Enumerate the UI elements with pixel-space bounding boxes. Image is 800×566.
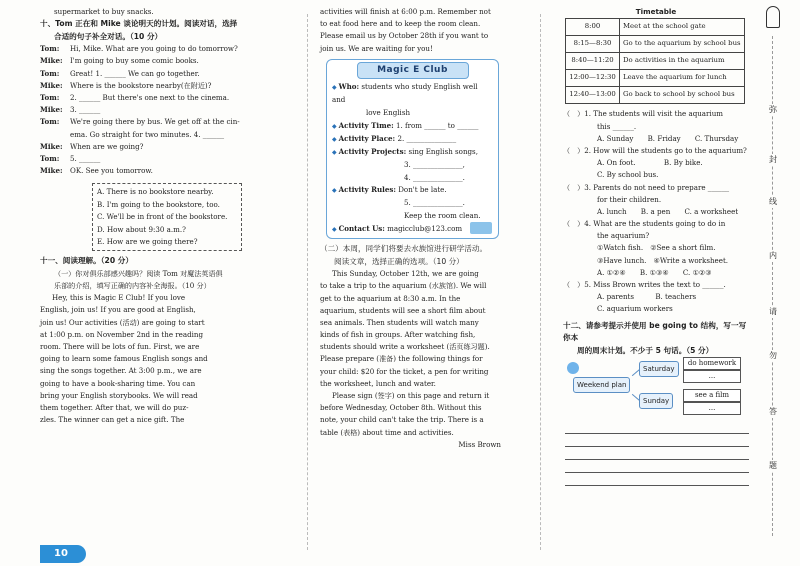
question-text-2: for their children. bbox=[597, 194, 662, 204]
line-text: Hi, Mike. What are you going to do tomorrow? bbox=[70, 44, 238, 54]
passage-line: at 1:00 p.m. on November 2nd in the reading bbox=[40, 329, 204, 339]
speaker: Mike: bbox=[40, 80, 63, 90]
passage-line: them together. After that, we will do puz- bbox=[40, 402, 189, 412]
dialogue-line bbox=[40, 141, 295, 153]
section-12-title bbox=[563, 320, 749, 358]
projects-blank-4[interactable]: 4. ______________. bbox=[404, 172, 465, 182]
section-10-title-line1: 十、Tom 正在和 Mike 谈论明天的计划。阅读对话，选择 bbox=[40, 19, 238, 29]
timetable bbox=[565, 18, 745, 104]
question-options: A. Sunday B. Friday C. Thursday bbox=[597, 133, 739, 143]
passage-line: kinds of fish in groups. After watching fish, bbox=[320, 330, 476, 340]
speaker: Tom: bbox=[40, 92, 60, 102]
seal-char: 勿 bbox=[765, 350, 781, 362]
saturday-item-1: do homework bbox=[683, 357, 741, 370]
passage-2 bbox=[320, 268, 503, 439]
passage-line: Please sign (签字) on this page and return it bbox=[332, 391, 490, 400]
sunday-item-2[interactable]: ... bbox=[683, 402, 741, 415]
right-column bbox=[563, 6, 749, 486]
seal-char: 题 bbox=[765, 460, 781, 472]
speaker: Mike: bbox=[40, 166, 63, 176]
timetable-title: Timetable bbox=[635, 7, 677, 16]
line-text: 3. ______ bbox=[70, 105, 101, 115]
timetable-time: 8:40—11:20 bbox=[566, 53, 620, 70]
passage-line: sing the songs together. At 3:00 p.m., we are bbox=[40, 366, 202, 376]
speaker: Mike: bbox=[40, 105, 63, 115]
timetable-time: 12:00—12:30 bbox=[566, 70, 620, 87]
passage-line: aquarium, students will see a short film about bbox=[320, 305, 486, 315]
rules-label: Activity Rules: bbox=[338, 185, 396, 195]
diamond-icon: ◆ bbox=[332, 122, 337, 130]
passage-line: your child: $20 for the ticket, a pen for writing bbox=[320, 366, 489, 376]
left-column bbox=[40, 6, 295, 426]
option: A. There is no bookstore nearby. bbox=[97, 187, 214, 197]
question-text: （ ）2. How will the students go to the aquarium? bbox=[563, 145, 747, 155]
signature: Miss Brown bbox=[458, 439, 501, 449]
question-text: （ ）1. The students will visit the aquarium bbox=[563, 109, 723, 119]
passage-line: table (表格) about time and activities. bbox=[320, 427, 454, 437]
question-options: C. By school bus. bbox=[597, 170, 659, 180]
contact-label: Contact Us: bbox=[338, 224, 385, 234]
timetable-row bbox=[566, 53, 745, 70]
timetable-row bbox=[566, 19, 745, 36]
passage-line: going to learn some famous English songs and bbox=[40, 354, 208, 364]
mind-map bbox=[563, 359, 749, 413]
question[interactable] bbox=[563, 145, 749, 182]
seal-char: 内 bbox=[765, 250, 781, 262]
seal-char: 答 bbox=[765, 406, 781, 418]
question-options: ③Have lunch. ④Write a worksheet. bbox=[597, 255, 729, 265]
part-2-title bbox=[320, 243, 503, 268]
mind-center: Weekend plan bbox=[573, 377, 630, 393]
projects-blank-3[interactable]: 3. ______________, bbox=[404, 159, 465, 169]
part-1-title-line2: 乐部的介绍，填写正确的内容补全海报。（10 分） bbox=[54, 281, 211, 291]
speaker: Tom: bbox=[40, 153, 60, 163]
dialogue-line bbox=[40, 116, 295, 128]
option: B. I'm going to the bookstore, too. bbox=[97, 199, 220, 209]
dialogue-line bbox=[40, 55, 295, 67]
line-text: When are we going? bbox=[70, 141, 144, 151]
passage-line: Please email us by October 28th if you want to bbox=[320, 31, 489, 41]
diamond-icon: ◆ bbox=[332, 226, 337, 234]
mind-sunday: Sunday bbox=[639, 393, 673, 409]
poster-contact bbox=[332, 223, 493, 236]
passage-line: before Wednesday, October 8th. Without this bbox=[320, 403, 482, 413]
line-text: I'm going to buy some comic books. bbox=[70, 56, 199, 66]
writing-line[interactable] bbox=[565, 460, 749, 473]
timetable-activity: Leave the aquarium for lunch bbox=[620, 70, 745, 87]
timetable-row bbox=[566, 36, 745, 53]
contact-email: magicclub@123.com bbox=[387, 224, 463, 234]
projects-label: Activity Projects: bbox=[338, 146, 407, 156]
passage-1 bbox=[40, 292, 295, 426]
club-banner: Magic E Club bbox=[357, 62, 469, 79]
top-line: supermarket to buy snacks. bbox=[54, 7, 154, 16]
timetable-time: 8:15—8:30 bbox=[566, 36, 620, 53]
writing-line[interactable] bbox=[565, 473, 749, 486]
section-10-title bbox=[40, 18, 295, 43]
line-text: 5. ______ bbox=[70, 153, 101, 163]
question-text-2: the aquarium? bbox=[597, 231, 650, 241]
question-options: A. parents B. teachers bbox=[597, 292, 697, 302]
section-12-title-line2: 周的周末计划。不少于 5 句话。（5 分） bbox=[577, 345, 714, 355]
dialogue-line bbox=[40, 92, 295, 104]
seal-char: 线 bbox=[765, 196, 781, 208]
part-1-title-line1: （一）你对俱乐部感兴趣吗？阅读 Tom 对魔法英语俱 bbox=[54, 268, 223, 278]
question-text: （ ）4. What are the students going to do in bbox=[563, 219, 726, 229]
passage-line: This Sunday, October 12th, we are going bbox=[332, 269, 479, 279]
passage-line: room. There will be lots of fun. First, we are bbox=[40, 341, 200, 351]
option: D. How about 9:30 a.m.? bbox=[97, 224, 186, 234]
diamond-icon: ◆ bbox=[332, 135, 337, 143]
diamond-icon: ◆ bbox=[332, 187, 337, 195]
diamond-icon: ◆ bbox=[332, 148, 337, 156]
poster-time bbox=[332, 120, 493, 133]
time-label: Activity Time: bbox=[338, 120, 394, 130]
passage-line: sea animals. Then students will watch many bbox=[320, 317, 479, 327]
dialogue-line bbox=[40, 129, 295, 141]
line-text: 2. ______ But there's one next to the cinema. bbox=[70, 92, 230, 102]
option: E. How are we going there? bbox=[97, 236, 198, 246]
who-label: Who: bbox=[338, 82, 360, 92]
question-options: A. lunch B. a pen C. a worksheet bbox=[597, 206, 739, 216]
time-blank[interactable]: 1. from ______ to ______ bbox=[395, 120, 479, 130]
line-text: We're going there by bus. We get off at the cin- bbox=[70, 117, 240, 127]
timetable-time: 12:40—13:00 bbox=[566, 87, 620, 104]
dialogue-line bbox=[40, 68, 295, 80]
question[interactable] bbox=[563, 108, 749, 145]
part-2-title-line1: （二）本周，同学们将要去水族馆进行研学活动。 bbox=[320, 244, 488, 254]
seal-strip bbox=[760, 0, 786, 566]
passage-line: Please prepare (准备) the following things for bbox=[320, 354, 483, 364]
passage-line: note, your child can't take the trip. There is a bbox=[320, 415, 484, 425]
sunday-item-1: see a film bbox=[683, 389, 741, 402]
seal-char: 封 bbox=[765, 154, 781, 166]
seal-char: 弥 bbox=[765, 104, 781, 116]
place-label: Activity Place: bbox=[338, 133, 396, 143]
speaker: Mike: bbox=[40, 141, 63, 151]
question[interactable] bbox=[563, 182, 749, 219]
projects-text: sing English songs, bbox=[408, 146, 478, 156]
book-icon bbox=[470, 222, 492, 234]
saturday-item-2[interactable]: ... bbox=[683, 370, 741, 383]
timetable-row bbox=[566, 87, 745, 104]
rules-blank-5[interactable]: 5. ______________. bbox=[404, 198, 465, 208]
passage-line: activities will finish at 6:00 p.m. Remember not bbox=[320, 7, 491, 16]
passage-line: to take a trip to the aquarium (水族馆). We will bbox=[320, 281, 487, 291]
column-divider bbox=[307, 14, 308, 550]
poster-projects bbox=[332, 146, 493, 159]
passage-line: going to have a book-sharing time. You can bbox=[40, 378, 196, 388]
timetable-activity: Go back to school by school bus bbox=[620, 87, 745, 104]
timetable-activity: Meet at the school gate bbox=[620, 19, 745, 36]
dialogue bbox=[40, 43, 295, 177]
line-text: Great! 1. ______ We can go together. bbox=[70, 68, 200, 78]
rules-text-clean: Keep the room clean. bbox=[404, 211, 481, 221]
sun-icon bbox=[567, 362, 579, 374]
passage-line: to eat food here and to keep the room clean. bbox=[320, 19, 481, 29]
part-1-title bbox=[40, 268, 295, 292]
passage-line: get to the aquarium at 8:30 a.m. In the bbox=[320, 293, 461, 303]
page-number: 10 bbox=[40, 545, 86, 563]
rules-text: Don't be late. bbox=[398, 185, 447, 195]
option: C. We'll be in front of the bookstore. bbox=[97, 212, 228, 222]
mind-saturday: Saturday bbox=[639, 361, 679, 377]
passage-line: Hey, this is Magic E Club! If you love bbox=[52, 293, 186, 303]
writing-line[interactable] bbox=[565, 421, 749, 434]
question-text-2: this ______. bbox=[597, 121, 637, 131]
speaker: Mike: bbox=[40, 56, 63, 66]
options-box bbox=[92, 183, 242, 251]
dialogue-line bbox=[40, 153, 295, 165]
section-12-title-line1: 十二、请参考提示并使用 be going to 结构，写一写你本 bbox=[563, 320, 747, 343]
passage-line: English, join us! If you are good at English, bbox=[40, 305, 196, 315]
question[interactable] bbox=[563, 218, 749, 279]
section-10-title-line2: 合适的句子补全对话。（10 分） bbox=[54, 31, 163, 41]
passage-line: bring your English storybooks. We will read bbox=[40, 390, 198, 400]
line-text: ema. Go straight for two minutes. 4. ______ bbox=[70, 129, 225, 139]
timetable-time: 8:00 bbox=[566, 19, 620, 36]
line-text: OK. See you tomorrow. bbox=[70, 166, 153, 176]
dialogue-line bbox=[40, 43, 295, 55]
poster-who bbox=[332, 81, 493, 107]
part-2-title-line2: 阅读文章，选择正确的选项。（10 分） bbox=[334, 256, 464, 266]
diamond-icon: ◆ bbox=[332, 84, 337, 92]
questions bbox=[563, 108, 749, 315]
poster-place bbox=[332, 133, 493, 146]
timetable-activity: Do activities in the aquarium bbox=[620, 53, 745, 70]
section-11-title: 十一、阅读理解。（20 分） bbox=[40, 256, 133, 266]
question-text: （ ）5. Miss Brown writes the text to ______. bbox=[563, 280, 726, 289]
passage-1-continued bbox=[320, 6, 503, 55]
timetable-activity: Go to the aquarium by school bus bbox=[620, 36, 745, 53]
passage-line: the worksheet, lunch and water. bbox=[320, 378, 436, 388]
club-poster bbox=[326, 59, 499, 239]
poster-rules bbox=[332, 184, 493, 197]
question-text: （ ）3. Parents do not need to prepare ______ bbox=[563, 182, 730, 192]
passage-line: zles. The winner can get a nice gift. The bbox=[40, 415, 185, 425]
middle-column bbox=[320, 6, 503, 451]
question[interactable] bbox=[563, 279, 749, 316]
writing-line[interactable] bbox=[565, 447, 749, 460]
dialogue-line bbox=[40, 80, 295, 92]
passage-line: join us! Our activities (活动) are going to start bbox=[40, 317, 205, 327]
column-divider bbox=[540, 14, 541, 550]
passage-line: join us. We are waiting for you! bbox=[320, 43, 433, 53]
seal-char: 请 bbox=[765, 306, 781, 318]
line-text: Where is the bookstore nearby(在附近)? bbox=[70, 80, 212, 90]
speaker: Tom: bbox=[40, 68, 60, 78]
place-blank[interactable]: 2. ______________ bbox=[397, 133, 457, 143]
question-options: C. aquarium workers bbox=[597, 304, 673, 314]
speaker: Tom: bbox=[40, 117, 60, 127]
speaker: Tom: bbox=[40, 44, 60, 54]
who-text-2: love English bbox=[366, 108, 411, 118]
question-options: A. On foot. B. By bike. bbox=[597, 158, 703, 168]
who-text: students who study English well and bbox=[332, 82, 478, 105]
question-options: ①Watch fish. ②See a short film. bbox=[597, 243, 716, 253]
rocket-icon bbox=[766, 6, 780, 28]
passage-line: students should write a worksheet (活页练习题). bbox=[320, 342, 490, 352]
writing-line[interactable] bbox=[565, 434, 749, 447]
dialogue-line bbox=[40, 165, 295, 177]
dialogue-line bbox=[40, 104, 295, 116]
question-options: A. ①②④ B. ①③④ C. ①②③ bbox=[597, 267, 712, 277]
timetable-row bbox=[566, 70, 745, 87]
